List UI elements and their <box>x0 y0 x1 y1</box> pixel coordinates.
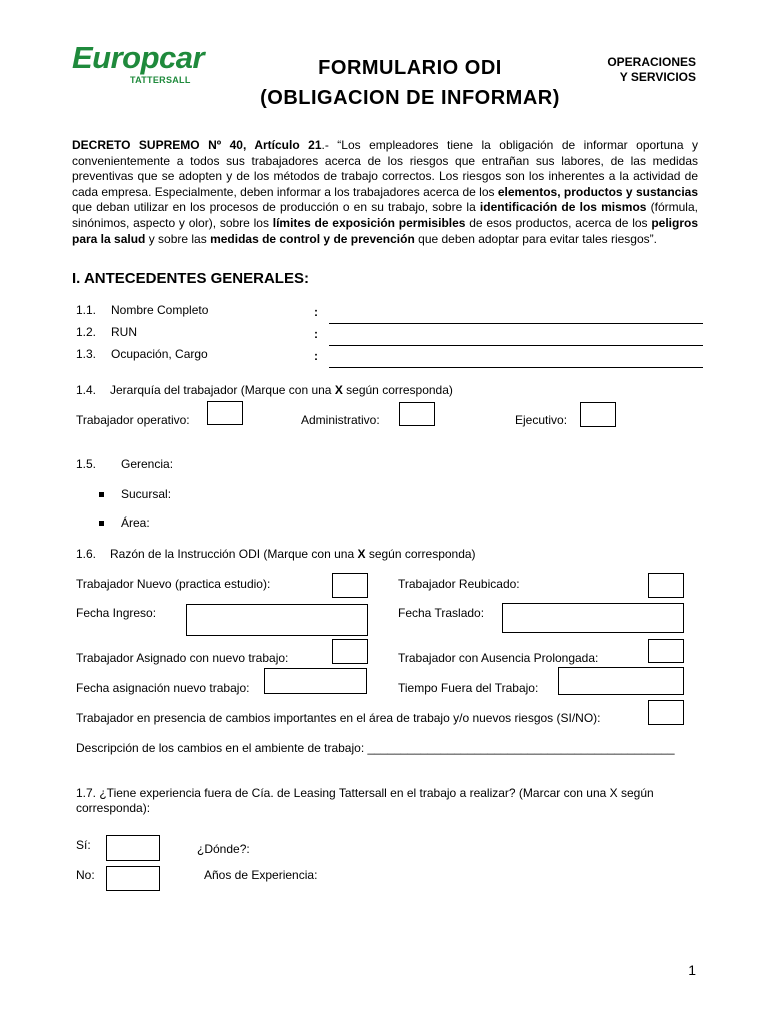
nuevo-label: Trabajador Nuevo (practica estudio): <box>76 577 271 591</box>
option-administrativo-label: Administrativo: <box>301 413 380 427</box>
gerencia-label: Gerencia: <box>121 457 174 471</box>
field-num: 1.3. <box>76 347 97 361</box>
experiencia-question-line1: 1.7. ¿Tiene experiencia fuera de Cía. de Leasing Tattersall en el trabajo a realizar? (Marcar con una X según <box>76 786 654 800</box>
descripcion-cambios-line[interactable]: Descripción de los cambios en el ambiente de trabajo: ______________________________________________ <box>76 741 675 755</box>
anos-experiencia-label: Años de Experiencia: <box>204 868 318 882</box>
nombre-input-line[interactable] <box>329 323 703 324</box>
fecha-traslado-label: Fecha Traslado: <box>398 606 485 620</box>
ejecutivo-checkbox[interactable] <box>580 402 616 427</box>
field-colon: : <box>314 305 318 319</box>
field-num: 1.2. <box>76 325 97 339</box>
tattersall-logo-text: TATTERSALL <box>130 75 191 85</box>
department-line1: OPERACIONES <box>607 55 696 69</box>
administrativo-checkbox[interactable] <box>399 402 435 426</box>
bullet-icon <box>99 521 104 526</box>
si-checkbox[interactable] <box>106 835 160 861</box>
si-label: Sí: <box>76 838 91 852</box>
asignado-label: Trabajador Asignado con nuevo trabajo: <box>76 651 289 665</box>
ausencia-checkbox[interactable] <box>648 639 684 663</box>
area-label: Área: <box>121 516 150 530</box>
fecha-asignacion-label: Fecha asignación nuevo trabajo: <box>76 681 250 695</box>
reubicado-label: Trabajador Reubicado: <box>398 577 520 591</box>
reubicado-checkbox[interactable] <box>648 573 684 598</box>
no-label: No: <box>76 868 95 882</box>
experiencia-question-line2: corresponda): <box>76 801 151 815</box>
section-antecedentes-title: I. ANTECEDENTES GENERALES: <box>72 270 309 287</box>
fecha-ingreso-field[interactable] <box>186 604 368 636</box>
gerencia-num: 1.5. <box>76 457 97 471</box>
form-title-line1: FORMULARIO ODI <box>318 57 502 79</box>
bullet-icon <box>99 492 104 497</box>
option-operativo-label: Trabajador operativo: <box>76 413 190 427</box>
field-label-run: RUN <box>111 325 137 339</box>
department-line2: Y SERVICIOS <box>619 70 696 84</box>
ausencia-label: Trabajador con Ausencia Prolongada: <box>398 651 599 665</box>
fecha-ingreso-label: Fecha Ingreso: <box>76 606 157 620</box>
razon-instruction: Razón de la Instrucción ODI (Marque con una X según corresponda) <box>110 547 476 561</box>
form-title-line2: (OBLIGACION DE INFORMAR) <box>260 87 560 109</box>
razon-num: 1.6. <box>76 547 97 561</box>
no-checkbox[interactable] <box>106 866 160 891</box>
field-colon: : <box>314 349 318 363</box>
run-input-line[interactable] <box>329 345 703 346</box>
ocupacion-input-line[interactable] <box>329 367 703 368</box>
page-number: 1 <box>688 962 696 978</box>
tiempo-fuera-field[interactable] <box>558 667 684 695</box>
sucursal-label: Sucursal: <box>121 487 172 501</box>
option-ejecutivo-label: Ejecutivo: <box>515 413 568 427</box>
asignado-checkbox[interactable] <box>332 639 368 664</box>
decree-paragraph: DECRETO SUPREMO Nº 40, Artículo 21.- “Los empleadores tiene la obligación de informar oportuna y convenientemente a todos sus trabajadores acerca de los riesgos que entrañan sus labores, de las medidas preventivas que se adopten y de los métodos de trabajo correctos. Los riesgos son los inherentes a la actividad de cada empresa. Especialmente, deben informar a los trabajadores acerca de los elementos, productos y sustancias que deban utilizar en los procesos de producción o en su trabajo, sobre la identificación de los mismos (fórmula, sinónimos, aspecto y olor), sobre los límites de exposición permisibles de esos productos, acerca de los peligros para la salud y sobre las medidas de control y de prevención que deben adoptar para evitar tales riesgos”. <box>72 138 699 246</box>
field-colon: : <box>314 327 318 341</box>
europcar-logo: Europcar <box>72 40 205 75</box>
fecha-traslado-field[interactable] <box>502 603 684 633</box>
cambios-field[interactable] <box>648 700 684 725</box>
cambios-label: Trabajador en presencia de cambios importantes en el área de trabajo y/o nuevos riesgos (SI/NO): <box>76 711 601 725</box>
field-num: 1.1. <box>76 303 97 317</box>
fecha-asignacion-field[interactable] <box>264 668 367 694</box>
donde-label: ¿Dónde?: <box>197 842 250 856</box>
field-label-ocupacion: Ocupación, Cargo <box>111 347 208 361</box>
operativo-checkbox[interactable] <box>207 401 243 425</box>
field-label-nombre: Nombre Completo <box>111 303 209 317</box>
tiempo-fuera-label: Tiempo Fuera del Trabajo: <box>398 681 539 695</box>
jerarquia-num: 1.4. <box>76 383 97 397</box>
jerarquia-instruction: Jerarquía del trabajador (Marque con una X según corresponda) <box>110 383 453 397</box>
nuevo-checkbox[interactable] <box>332 573 368 598</box>
